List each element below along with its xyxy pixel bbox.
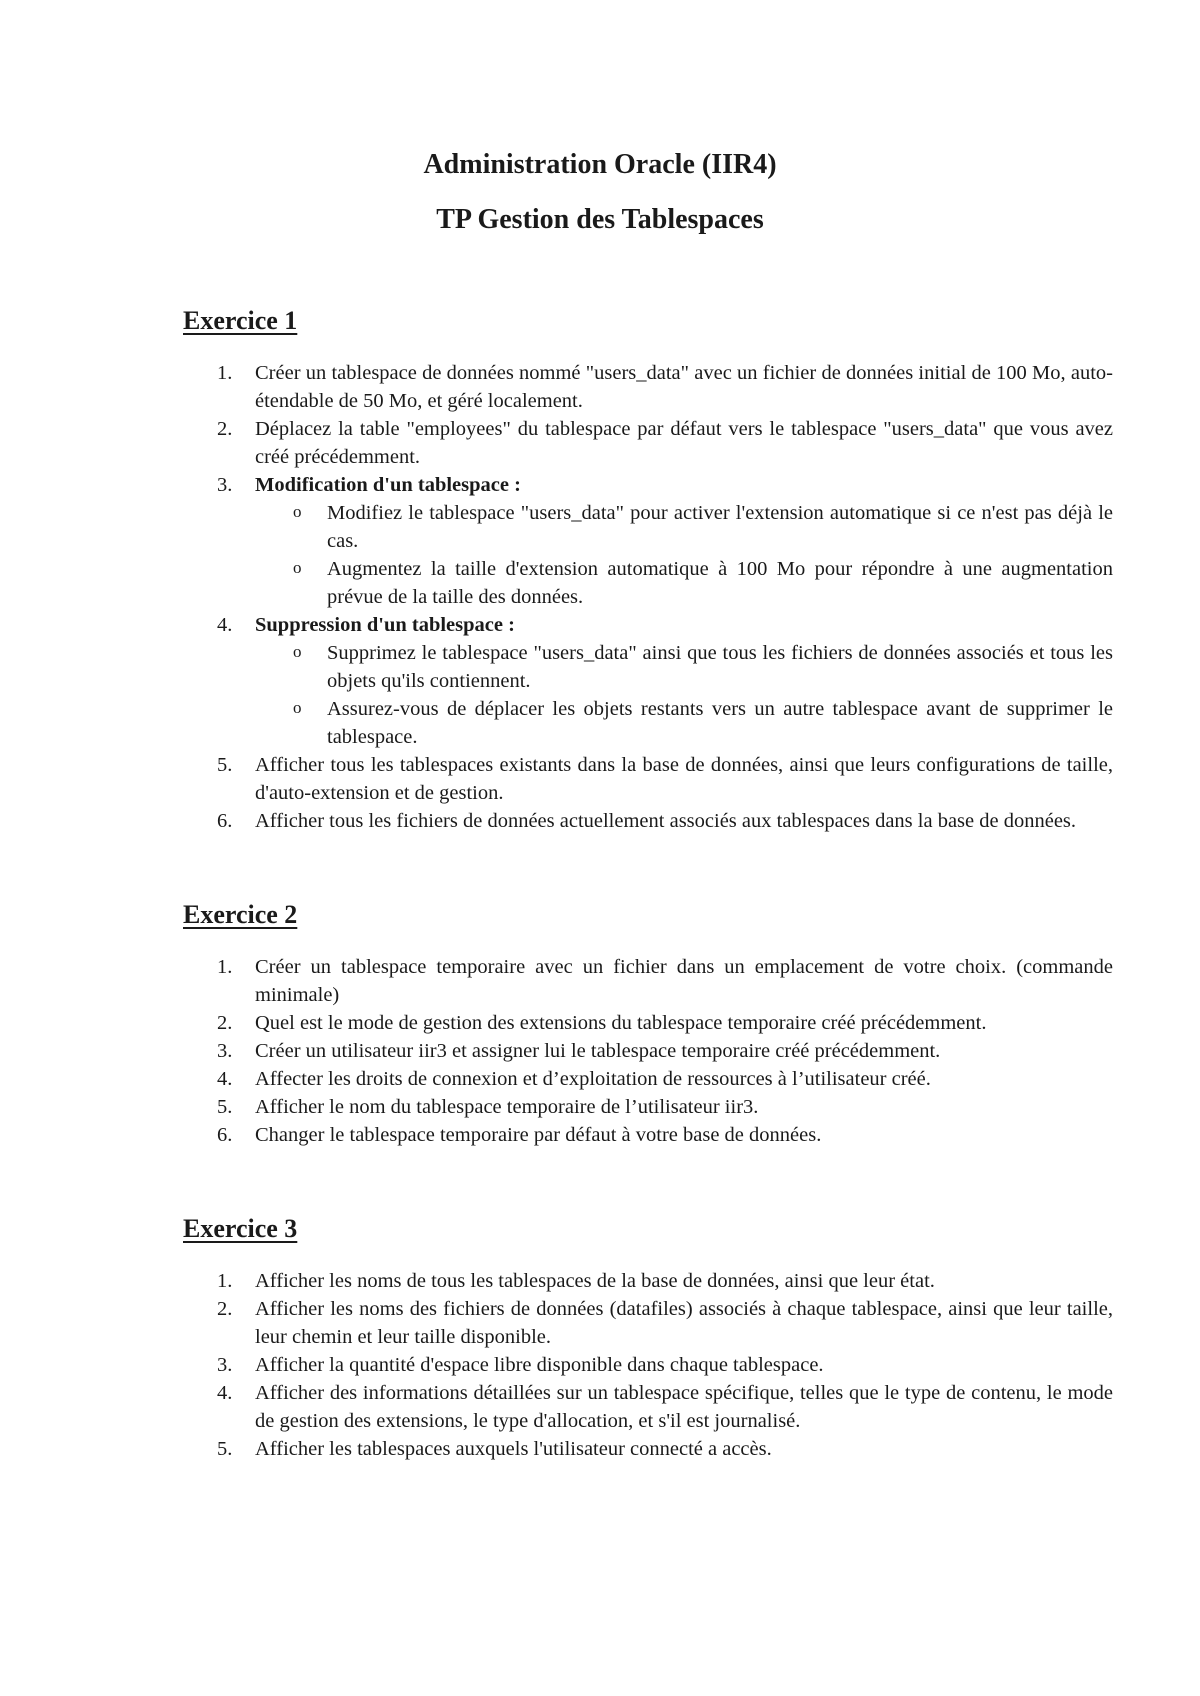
item-text: Afficher tous les tablespaces existants dans la base de données, ainsi que leurs configurations de taille, d'auto-extension et de gestion. xyxy=(255,754,1113,804)
sub-item xyxy=(255,695,1113,751)
document-title: Administration Oracle (IIR4) xyxy=(423,149,777,180)
list-item xyxy=(183,1435,1113,1463)
item-text: Créer un tablespace temporaire avec un fichier dans un emplacement de votre choix. (commande minimale) xyxy=(255,956,1113,1006)
bullet-marker: o xyxy=(293,558,302,577)
item-number: 2. xyxy=(217,1298,233,1320)
bullet-marker: o xyxy=(293,502,302,521)
item-number: 1. xyxy=(217,1270,233,1292)
item-number: 3. xyxy=(217,1354,233,1376)
item-number: 6. xyxy=(217,810,233,832)
item-text: Changer le tablespace temporaire par défaut à votre base de données. xyxy=(255,1124,822,1146)
item-text: Afficher les tablespaces auxquels l'utilisateur connecté a accès. xyxy=(255,1438,772,1460)
item-text: Afficher les noms des fichiers de données (datafiles) associés à chaque tablespace, ainsi que leur taille, leur chemin et leur taille disponible. xyxy=(255,1298,1113,1348)
item-number: 1. xyxy=(217,956,233,978)
item-number: 2. xyxy=(217,1012,233,1034)
item-number: 6. xyxy=(217,1124,233,1146)
item-title: Modification d'un tablespace : xyxy=(255,474,521,496)
list-item xyxy=(183,953,1113,1009)
item-number: 4. xyxy=(217,614,233,636)
list-item xyxy=(183,807,1113,835)
item-text: Déplacez la table "employees" du tablespace par défaut vers le tablespace "users_data" que vous avez créé précédemment. xyxy=(255,418,1113,468)
exercise-2-list xyxy=(183,953,1113,1149)
list-item xyxy=(183,1351,1113,1379)
sub-item-text: Assurez-vous de déplacer les objets restants vers un autre tablespace avant de supprimer le tablespace. xyxy=(327,698,1113,748)
list-item xyxy=(183,1267,1113,1295)
exercise-1-heading: Exercice 1 xyxy=(183,306,298,335)
item-text: Afficher le nom du tablespace temporaire de l’utilisateur iir3. xyxy=(255,1096,759,1118)
item-number: 5. xyxy=(217,754,233,776)
item-number: 1. xyxy=(217,362,233,384)
item-number: 3. xyxy=(217,1040,233,1062)
list-item xyxy=(183,751,1113,807)
exercise-2-heading: Exercice 2 xyxy=(183,900,298,929)
sub-item xyxy=(255,555,1113,611)
sub-list xyxy=(255,639,1113,751)
list-item xyxy=(183,1093,1113,1121)
item-number: 2. xyxy=(217,418,233,440)
item-text: Afficher tous les fichiers de données actuellement associés aux tablespaces dans la base de données. xyxy=(255,810,1077,832)
list-item xyxy=(183,471,1113,611)
sub-item xyxy=(255,499,1113,555)
list-item xyxy=(183,1295,1113,1351)
item-text: Afficher les noms de tous les tablespaces de la base de données, ainsi que leur état. xyxy=(255,1270,935,1292)
exercise-3-list xyxy=(183,1267,1113,1463)
list-item xyxy=(183,1065,1113,1093)
item-text: Afficher la quantité d'espace libre disponible dans chaque tablespace. xyxy=(255,1354,824,1376)
list-item xyxy=(183,1009,1113,1037)
item-text: Affecter les droits de connexion et d’exploitation de ressources à l’utilisateur créé. xyxy=(255,1068,931,1090)
sub-item-text: Supprimez le tablespace "users_data" ainsi que tous les fichiers de données associés et tous les objets qu'ils contiennent. xyxy=(327,642,1113,692)
exercise-1-list xyxy=(183,359,1113,835)
document-subtitle: TP Gestion des Tablespaces xyxy=(436,204,764,235)
list-item xyxy=(183,1037,1113,1065)
sub-item-text: Modifiez le tablespace "users_data" pour activer l'extension automatique si ce n'est pas déjà le cas. xyxy=(327,502,1113,552)
item-text: Créer un utilisateur iir3 et assigner lui le tablespace temporaire créé précédemment. xyxy=(255,1040,941,1062)
exercise-3-section xyxy=(183,1213,1113,1463)
item-text: Créer un tablespace de données nommé "users_data" avec un fichier de données initial de 100 Mo, auto-étendable de 50 Mo, et géré localement. xyxy=(255,362,1113,412)
list-item xyxy=(183,415,1113,471)
sub-item-text: Augmentez la taille d'extension automatique à 100 Mo pour répondre à une augmentation prévue de la taille des données. xyxy=(327,558,1113,608)
item-number: 5. xyxy=(217,1096,233,1118)
item-title: Suppression d'un tablespace : xyxy=(255,614,515,636)
list-item xyxy=(183,359,1113,415)
exercise-2-section xyxy=(183,899,1113,1149)
item-text: Afficher des informations détaillées sur un tablespace spécifique, telles que le type de contenu, le mode de gestion des extensions, le type d'allocation, et s'il est journalisé. xyxy=(255,1382,1113,1432)
exercise-3-heading: Exercice 3 xyxy=(183,1214,298,1243)
list-item xyxy=(183,1121,1113,1149)
sub-list xyxy=(255,499,1113,611)
exercise-1-section xyxy=(183,305,1113,835)
item-number: 4. xyxy=(217,1382,233,1404)
bullet-marker: o xyxy=(293,642,302,661)
item-text: Quel est le mode de gestion des extensions du tablespace temporaire créé précédemment. xyxy=(255,1012,987,1034)
item-number: 4. xyxy=(217,1068,233,1090)
list-item xyxy=(183,611,1113,751)
bullet-marker: o xyxy=(293,698,302,717)
item-number: 3. xyxy=(217,474,233,496)
item-number: 5. xyxy=(217,1438,233,1460)
sub-item xyxy=(255,639,1113,695)
list-item xyxy=(183,1379,1113,1435)
